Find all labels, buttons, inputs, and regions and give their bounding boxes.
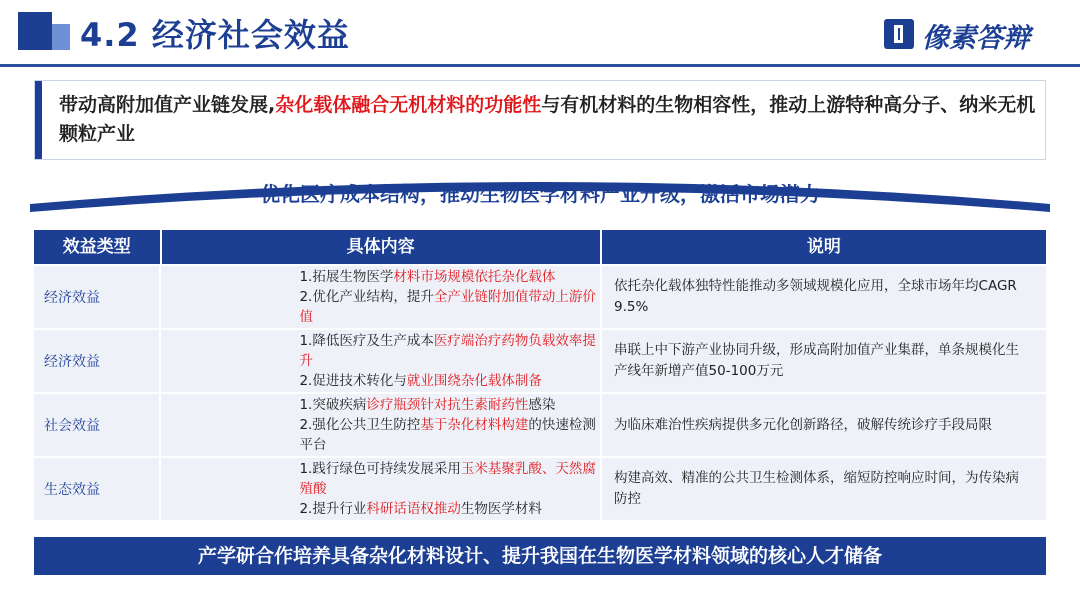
intro-box xyxy=(34,80,1046,160)
cell-content xyxy=(161,330,600,392)
content-line-2: 2.强化公共卫生防控基于杂化材料构建的快速检测平台 xyxy=(299,417,596,453)
slide-header xyxy=(0,0,1080,66)
cell-note: 为临床难治性疾病提供多元化创新路径，破解传统诊疗手段局限 xyxy=(602,394,1046,456)
content-line-1: 1.降低医疗及生产成本医疗端治疗药物负载效率提升 xyxy=(299,333,596,369)
content-line-2: 2.促进技术转化与就业围绕杂化载体制备 xyxy=(299,373,542,389)
cell-type: 生态效益 xyxy=(34,458,159,520)
cell-content xyxy=(161,394,600,456)
cell-content xyxy=(161,458,600,520)
footer-bar: 产学研合作培养具备杂化材料设计、提升我国在生物医学材料领域的核心人才储备 xyxy=(34,537,1046,575)
header-content: 具体内容 xyxy=(162,230,600,264)
cell-note: 串联上中下游产业协同升级，形成高附加值产业集群，单条规模化生产线年新增产值50-100万元 xyxy=(602,330,1046,392)
intro-accent-bar xyxy=(35,81,42,159)
content-line-1: 1.拓展生物医学材料市场规模依托杂化载体 xyxy=(299,269,556,285)
table-row xyxy=(34,330,1046,392)
page-title: 4.2 经济社会效益 xyxy=(80,16,350,54)
title-decoration-square-light xyxy=(52,24,70,50)
cell-type: 经济效益 xyxy=(34,266,159,328)
header-note: 说明 xyxy=(602,230,1046,264)
content-line-2: 2.提升行业科研话语权推动生物医学材料 xyxy=(299,501,542,517)
table-header-row xyxy=(34,230,1046,264)
cell-type: 经济效益 xyxy=(34,330,159,392)
logo-mark-icon xyxy=(884,19,914,49)
content-line-2: 2.优化产业结构，提升全产业链附加值带动上游价值 xyxy=(299,289,596,325)
banner-text: 优化医疗成本结构，推动生物医学材料产业升级，激活市场潜力 xyxy=(260,182,820,206)
brand-logo xyxy=(884,16,1064,56)
header-divider xyxy=(0,64,1080,67)
content-line-1: 1.突破疾病诊疗瓶颈针对抗生素耐药性感染 xyxy=(299,397,556,413)
intro-text-part2: 与有机材料的生物相容性，推动上游特种高分子、纳米无机颗粒产业 xyxy=(59,94,1036,145)
intro-text-part1: 带动高附加值产业链发展, xyxy=(59,94,276,116)
cell-note: 构建高效、精准的公共卫生检测体系，缩短防控响应时间，为传染病防控 xyxy=(602,458,1046,520)
header-type: 效益类型 xyxy=(34,230,160,264)
cell-note: 依托杂化载体独特性能推动多领域规模化应用，全球市场年均CAGR 9.5% xyxy=(602,266,1046,328)
content-line-1: 1.践行绿色可持续发展采用玉米基聚乳酸、天然腐殖酸 xyxy=(299,461,596,497)
table-row xyxy=(34,394,1046,456)
table-row xyxy=(34,266,1046,328)
table-row xyxy=(34,458,1046,520)
subtitle-banner xyxy=(30,164,1050,212)
title-decoration-square xyxy=(18,12,52,50)
intro-text-highlight: 杂化载体融合无机材料的功能性 xyxy=(275,94,542,116)
intro-text xyxy=(59,91,1039,149)
logo-text: 像素答辩 xyxy=(922,23,1030,54)
cell-content xyxy=(161,266,600,328)
cell-type: 社会效益 xyxy=(34,394,159,456)
benefits-table xyxy=(34,230,1046,520)
